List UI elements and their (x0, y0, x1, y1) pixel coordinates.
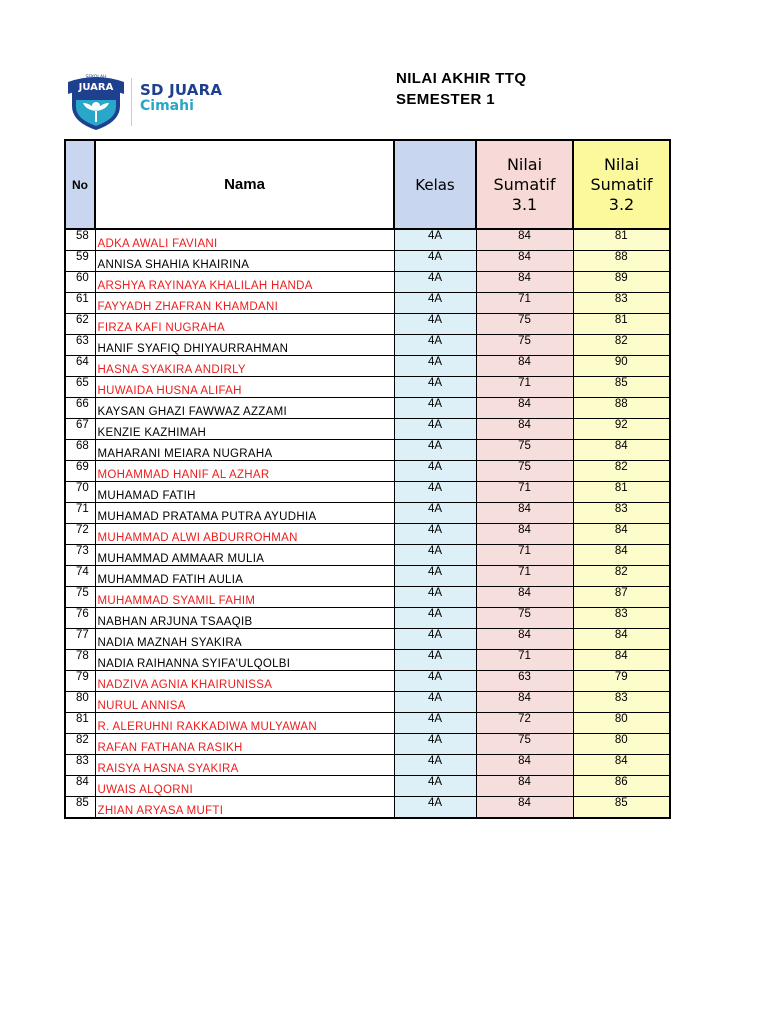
row-number-cell: 77 (65, 629, 95, 650)
score-sumatif-3-2-cell: 84 (573, 545, 670, 566)
table-header-row (65, 140, 670, 229)
table-row (65, 524, 670, 545)
score-sumatif-3-2-cell: 81 (573, 314, 670, 335)
student-name-cell: MUHAMMAD ALWI ABDURROHMAN (95, 524, 394, 545)
row-number-cell: 74 (65, 566, 95, 587)
row-number-cell: 73 (65, 545, 95, 566)
school-emblem-icon (64, 70, 128, 132)
table-row (65, 587, 670, 608)
score-sumatif-3-1-cell: 84 (476, 755, 573, 776)
row-number-cell: 65 (65, 377, 95, 398)
score-sumatif-3-1-cell: 71 (476, 566, 573, 587)
header-no: No (65, 140, 95, 229)
score-sumatif-3-1-cell: 75 (476, 314, 573, 335)
row-number-cell: 59 (65, 251, 95, 272)
row-number-cell: 84 (65, 776, 95, 797)
row-number-cell: 83 (65, 755, 95, 776)
table-row (65, 755, 670, 776)
header-nama: Nama (95, 140, 394, 229)
header-sumatif-3-1 (476, 140, 573, 229)
table-row (65, 629, 670, 650)
score-sumatif-3-1-cell: 84 (476, 398, 573, 419)
student-name-cell: KAYSAN GHAZI FAWWAZ AZZAMI (95, 398, 394, 419)
student-name-cell: R. ALERUHNI RAKKADIWA MULYAWAN (95, 713, 394, 734)
score-sumatif-3-2-cell: 87 (573, 587, 670, 608)
class-cell: 4A (394, 503, 476, 524)
table-row (65, 482, 670, 503)
score-sumatif-3-2-cell: 84 (573, 629, 670, 650)
class-cell: 4A (394, 608, 476, 629)
table-row (65, 545, 670, 566)
student-name-cell: NADIA MAZNAH SYAKIRA (95, 629, 394, 650)
class-cell: 4A (394, 272, 476, 293)
table-row (65, 692, 670, 713)
table-row (65, 440, 670, 461)
table-row (65, 272, 670, 293)
student-name-cell: RAFAN FATHANA RASIKH (95, 734, 394, 755)
score-sumatif-3-2-cell: 92 (573, 419, 670, 440)
table-row (65, 398, 670, 419)
class-cell: 4A (394, 692, 476, 713)
class-cell: 4A (394, 419, 476, 440)
header-sumatif-3-2 (573, 140, 670, 229)
student-name-cell: ANNISA SHAHIA KHAIRINA (95, 251, 394, 272)
table-row (65, 356, 670, 377)
score-sumatif-3-2-cell: 83 (573, 692, 670, 713)
score-sumatif-3-1-cell: 84 (476, 419, 573, 440)
score-sumatif-3-1-cell: 75 (476, 734, 573, 755)
table-row (65, 314, 670, 335)
class-cell: 4A (394, 755, 476, 776)
header-s2-line3: 3.2 (608, 194, 635, 214)
class-cell: 4A (394, 566, 476, 587)
class-cell: 4A (394, 293, 476, 314)
student-name-cell: MOHAMMAD HANIF AL AZHAR (95, 461, 394, 482)
class-cell: 4A (394, 776, 476, 797)
student-name-cell: FIRZA KAFI NUGRAHA (95, 314, 394, 335)
row-number-cell: 82 (65, 734, 95, 755)
score-sumatif-3-1-cell: 63 (476, 671, 573, 692)
score-sumatif-3-1-cell: 75 (476, 461, 573, 482)
table-row (65, 377, 670, 398)
table-row (65, 503, 670, 524)
student-name-cell: ARSHYA RAYINAYA KHALILAH HANDA (95, 272, 394, 293)
student-name-cell: NURUL ANNISA (95, 692, 394, 713)
class-cell: 4A (394, 377, 476, 398)
header-s1-line1: Nilai (506, 154, 543, 174)
student-name-cell: ZHIAN ARYASA MUFTI (95, 797, 394, 819)
score-sumatif-3-2-cell: 82 (573, 335, 670, 356)
score-sumatif-3-2-cell: 81 (573, 482, 670, 503)
score-sumatif-3-1-cell: 75 (476, 335, 573, 356)
header-s1-line3: 3.1 (511, 194, 538, 214)
score-sumatif-3-1-cell: 84 (476, 587, 573, 608)
table-row (65, 566, 670, 587)
class-cell: 4A (394, 440, 476, 461)
score-sumatif-3-2-cell: 88 (573, 251, 670, 272)
table-row (65, 293, 670, 314)
score-sumatif-3-1-cell: 84 (476, 503, 573, 524)
logo-divider (131, 78, 132, 126)
score-sumatif-3-2-cell: 90 (573, 356, 670, 377)
grades-table-body (65, 229, 670, 818)
title-line-2: SEMESTER 1 (396, 91, 496, 108)
table-row (65, 797, 670, 819)
student-name-cell: NADZIVA AGNIA KHAIRUNISSA (95, 671, 394, 692)
student-name-cell: HASNA SYAKIRA ANDIRLY (95, 356, 394, 377)
row-number-cell: 69 (65, 461, 95, 482)
row-number-cell: 71 (65, 503, 95, 524)
header-kelas: Kelas (394, 140, 476, 229)
score-sumatif-3-1-cell: 84 (476, 629, 573, 650)
school-logo (64, 70, 234, 132)
class-cell: 4A (394, 251, 476, 272)
row-number-cell: 72 (65, 524, 95, 545)
score-sumatif-3-1-cell: 71 (476, 377, 573, 398)
class-cell: 4A (394, 482, 476, 503)
score-sumatif-3-2-cell: 80 (573, 713, 670, 734)
table-row (65, 251, 670, 272)
table-row (65, 671, 670, 692)
score-sumatif-3-1-cell: 84 (476, 692, 573, 713)
row-number-cell: 75 (65, 587, 95, 608)
student-name-cell: UWAIS ALQORNI (95, 776, 394, 797)
row-number-cell: 58 (65, 229, 95, 251)
score-sumatif-3-2-cell: 80 (573, 734, 670, 755)
score-sumatif-3-1-cell: 72 (476, 713, 573, 734)
row-number-cell: 66 (65, 398, 95, 419)
class-cell: 4A (394, 797, 476, 819)
score-sumatif-3-2-cell: 85 (573, 377, 670, 398)
student-name-cell: MUHAMMAD FATIH AULIA (95, 566, 394, 587)
student-name-cell: NADIA RAIHANNA SYIFA'ULQOLBI (95, 650, 394, 671)
score-sumatif-3-1-cell: 71 (476, 650, 573, 671)
logo-badge-text: JUARA (78, 82, 114, 93)
student-name-cell: RAISYA HASNA SYAKIRA (95, 755, 394, 776)
row-number-cell: 68 (65, 440, 95, 461)
student-name-cell: MUHAMAD FATIH (95, 482, 394, 503)
grades-table (64, 139, 671, 819)
school-name: SD JUARA (140, 81, 223, 99)
score-sumatif-3-2-cell: 84 (573, 755, 670, 776)
score-sumatif-3-2-cell: 84 (573, 524, 670, 545)
table-row (65, 419, 670, 440)
score-sumatif-3-1-cell: 75 (476, 440, 573, 461)
score-sumatif-3-2-cell: 82 (573, 566, 670, 587)
student-name-cell: MUHAMAD PRATAMA PUTRA AYUDHIA (95, 503, 394, 524)
score-sumatif-3-1-cell: 84 (476, 272, 573, 293)
score-sumatif-3-2-cell: 89 (573, 272, 670, 293)
row-number-cell: 80 (65, 692, 95, 713)
score-sumatif-3-2-cell: 84 (573, 440, 670, 461)
table-row (65, 713, 670, 734)
class-cell: 4A (394, 524, 476, 545)
class-cell: 4A (394, 587, 476, 608)
row-number-cell: 78 (65, 650, 95, 671)
row-number-cell: 62 (65, 314, 95, 335)
row-number-cell: 70 (65, 482, 95, 503)
score-sumatif-3-1-cell: 84 (476, 797, 573, 819)
logo-badge-top-text: SEKOLAH (85, 75, 107, 80)
class-cell: 4A (394, 229, 476, 251)
row-number-cell: 67 (65, 419, 95, 440)
class-cell: 4A (394, 671, 476, 692)
score-sumatif-3-2-cell: 81 (573, 229, 670, 251)
row-number-cell: 76 (65, 608, 95, 629)
student-name-cell: NABHAN ARJUNA TSAAQIB (95, 608, 394, 629)
table-row (65, 776, 670, 797)
row-number-cell: 60 (65, 272, 95, 293)
student-name-cell: HUWAIDA HUSNA ALIFAH (95, 377, 394, 398)
row-number-cell: 85 (65, 797, 95, 819)
score-sumatif-3-2-cell: 85 (573, 797, 670, 819)
table-row (65, 335, 670, 356)
class-cell: 4A (394, 398, 476, 419)
score-sumatif-3-2-cell: 88 (573, 398, 670, 419)
score-sumatif-3-1-cell: 84 (476, 229, 573, 251)
header-s2-line1: Nilai (603, 154, 640, 174)
row-number-cell: 63 (65, 335, 95, 356)
class-cell: 4A (394, 335, 476, 356)
score-sumatif-3-1-cell: 84 (476, 524, 573, 545)
table-row (65, 608, 670, 629)
class-cell: 4A (394, 314, 476, 335)
score-sumatif-3-1-cell: 75 (476, 608, 573, 629)
title-line-1: NILAI AKHIR TTQ (396, 70, 527, 87)
score-sumatif-3-1-cell: 71 (476, 482, 573, 503)
class-cell: 4A (394, 713, 476, 734)
student-name-cell: MUHAMMAD SYAMIL FAHIM (95, 587, 394, 608)
table-row (65, 461, 670, 482)
row-number-cell: 64 (65, 356, 95, 377)
student-name-cell: HANIF SYAFIQ DHIYAURRAHMAN (95, 335, 394, 356)
student-name-cell: KENZIE KAZHIMAH (95, 419, 394, 440)
score-sumatif-3-1-cell: 84 (476, 776, 573, 797)
student-name-cell: MUHAMMAD AMMAAR MULIA (95, 545, 394, 566)
score-sumatif-3-1-cell: 84 (476, 251, 573, 272)
class-cell: 4A (394, 545, 476, 566)
student-name-cell: MAHARANI MEIARA NUGRAHA (95, 440, 394, 461)
class-cell: 4A (394, 461, 476, 482)
student-name-cell: ADKA AWALI FAVIANI (95, 229, 394, 251)
score-sumatif-3-2-cell: 86 (573, 776, 670, 797)
school-city: Cimahi (140, 98, 194, 114)
row-number-cell: 81 (65, 713, 95, 734)
header-s1-line2: Sumatif (493, 174, 556, 194)
score-sumatif-3-1-cell: 71 (476, 293, 573, 314)
score-sumatif-3-1-cell: 84 (476, 356, 573, 377)
page-title (396, 68, 526, 110)
score-sumatif-3-2-cell: 82 (573, 461, 670, 482)
table-row (65, 229, 670, 251)
class-cell: 4A (394, 629, 476, 650)
score-sumatif-3-1-cell: 71 (476, 545, 573, 566)
score-sumatif-3-2-cell: 84 (573, 650, 670, 671)
class-cell: 4A (394, 650, 476, 671)
score-sumatif-3-2-cell: 83 (573, 503, 670, 524)
score-sumatif-3-2-cell: 79 (573, 671, 670, 692)
table-row (65, 650, 670, 671)
class-cell: 4A (394, 356, 476, 377)
header-s2-line2: Sumatif (590, 174, 653, 194)
score-sumatif-3-2-cell: 83 (573, 608, 670, 629)
score-sumatif-3-2-cell: 83 (573, 293, 670, 314)
student-name-cell: FAYYADH ZHAFRAN KHAMDANI (95, 293, 394, 314)
table-row (65, 734, 670, 755)
class-cell: 4A (394, 734, 476, 755)
row-number-cell: 79 (65, 671, 95, 692)
row-number-cell: 61 (65, 293, 95, 314)
